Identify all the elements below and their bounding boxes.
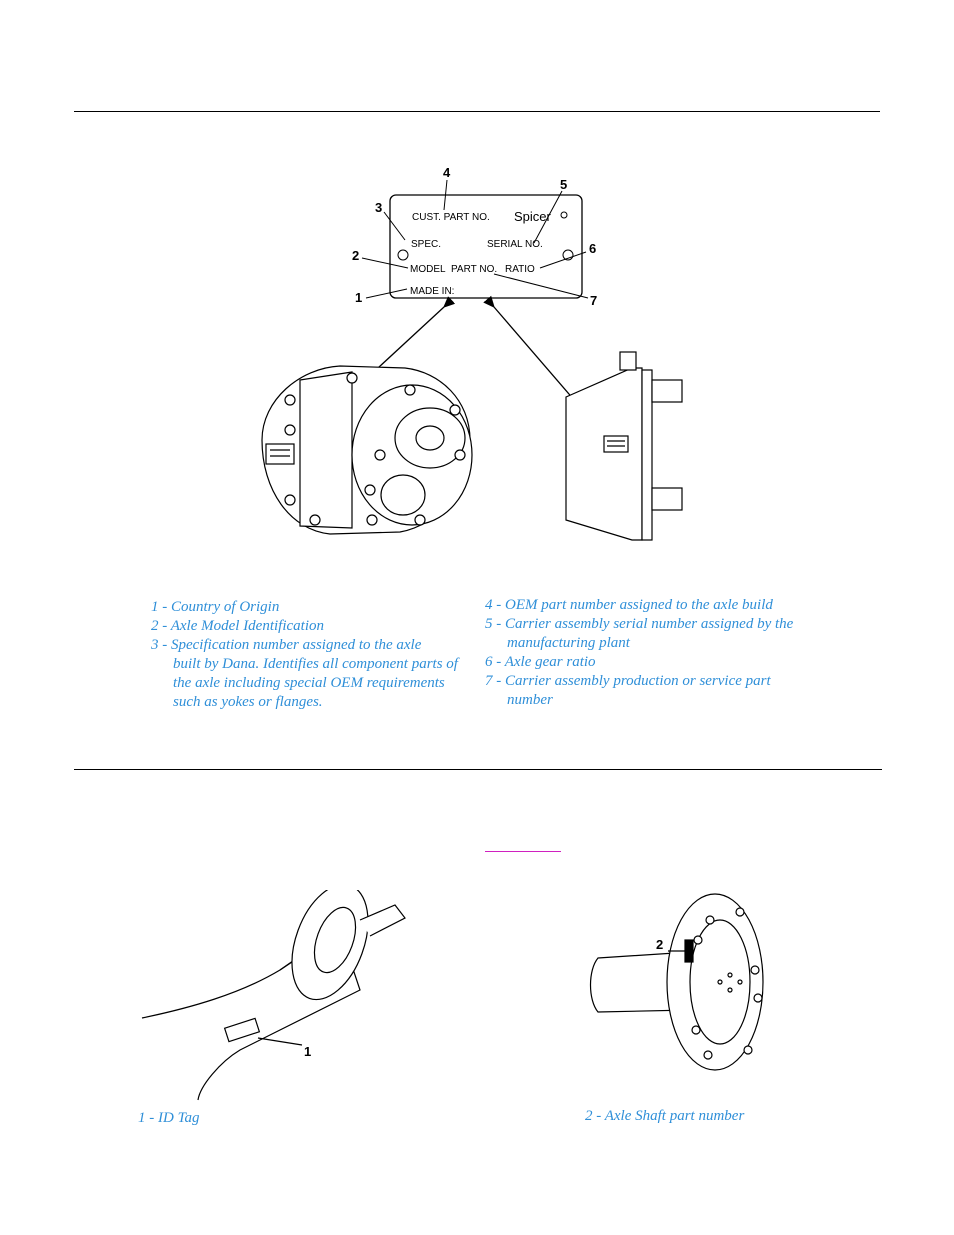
plate-part-no: PART NO. [451,264,498,275]
axle-shaft-figure [580,890,780,1080]
caption-item-5: 5 - Carrier assembly serial number assigned by the manufacturing plant [485,616,794,651]
caption-item-7: 7 - Carrier assembly production or service part number [485,673,771,708]
carrier-front-drawing [262,366,472,534]
callout-3: 3 [375,200,383,215]
callout-1: 1 [355,290,363,305]
caption-item-3: 3 - Specification number assigned to the axle built by Dana. Identifies all component parts of the axle including special OEM requirements such as yokes or flanges. [151,637,458,710]
figure1-captions-left [151,598,481,712]
caption-item-6: 6 - Axle gear ratio [485,654,596,670]
callout-5: 5 [560,177,568,192]
plate-spec: SPEC. [411,239,442,250]
shaft-callout-2: 2 [656,937,664,952]
carrier-side-drawing [566,352,682,540]
callout-7: 7 [590,293,598,308]
plate-made-in: MADE IN: [410,286,455,297]
callout-6: 6 [589,241,597,256]
caption-item-2: 2 - Axle Model Identification [151,618,325,634]
housing-callout-1: 1 [304,1044,312,1059]
plate-serial-no: SERIAL NO. [487,239,543,250]
link-underline[interactable] [485,851,561,852]
axle-housing-figure [130,890,430,1105]
plate-ratio: RATIO [505,264,535,275]
plate-model: MODEL [410,264,446,275]
figure1-captions-right [485,596,825,710]
plate-cust-part-no: CUST. PART NO. [412,212,490,223]
axle-shaft-caption: 2 - Axle Shaft part number [585,1108,745,1124]
id-plate-figure [0,0,954,560]
plate-brand: Spicer [514,209,551,224]
caption-item-1: 1 - Country of Origin [151,599,280,615]
middle-rule [74,769,882,770]
caption-item-4: 4 - OEM part number assigned to the axle build [485,597,773,613]
callout-4: 4 [443,165,451,180]
id-tag-caption: 1 - ID Tag [138,1110,200,1126]
callout-2: 2 [352,248,360,263]
